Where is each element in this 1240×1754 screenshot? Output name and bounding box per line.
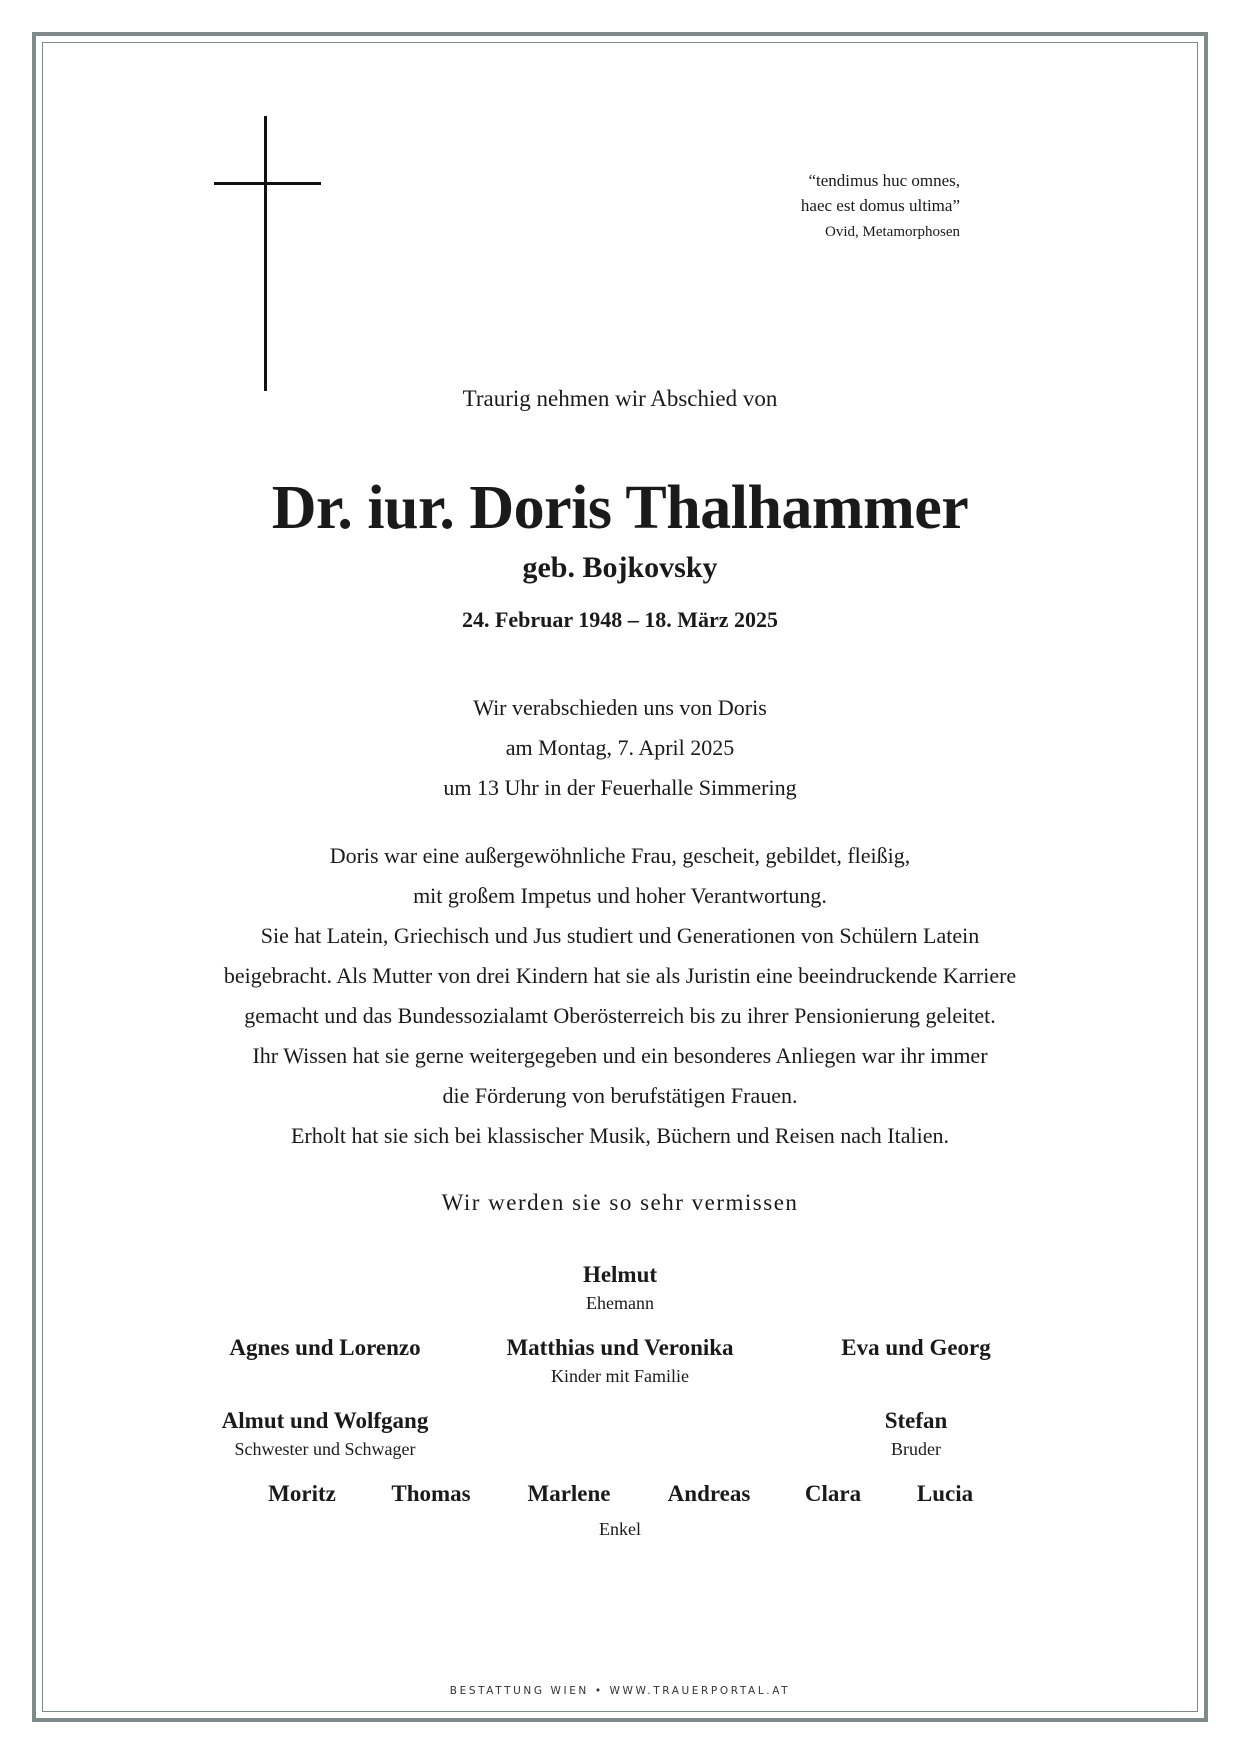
bio-line: gemacht und das Bundessozialamt Oberösterreich bis zu ihrer Pensionierung geleitet. xyxy=(244,1003,996,1028)
cross-horizontal-bar xyxy=(214,182,321,185)
mourner-sister xyxy=(222,1406,429,1462)
service-line: am Montag, 7. April 2025 xyxy=(505,735,735,760)
bio-line: Erholt hat sie sich bei klassischer Musik, Büchern und Reisen nach Italien. xyxy=(290,1123,949,1148)
bio-line: Sie hat Latein, Griechisch und Jus studiert und Generationen von Schülern Latein xyxy=(260,923,980,948)
mourner-husband xyxy=(583,1260,657,1316)
mourner-grandchild xyxy=(391,1479,470,1509)
mourner-child-family xyxy=(506,1333,733,1389)
mourner-name: Clara xyxy=(804,1481,862,1506)
mourner-grandchild xyxy=(805,1479,861,1509)
epigraph-quote xyxy=(801,168,960,245)
quote-line-1: “tendimus huc omnes, xyxy=(808,171,960,190)
mourner-name: Eva und Georg xyxy=(841,1335,991,1360)
mourner-role: Kinder mit Familie xyxy=(551,1366,689,1386)
mourner-name: Almut und Wolfgang xyxy=(221,1408,429,1433)
deceased-name: Dr. iur. Doris Thalhammer xyxy=(271,474,969,542)
mourner-name: Stefan xyxy=(884,1408,948,1433)
maiden-name: geb. Bojkovsky xyxy=(522,551,718,584)
bio-line: mit großem Impetus und hoher Verantwortung. xyxy=(413,883,827,908)
bio-line: Doris war eine außergewöhnliche Frau, gescheit, gebildet, fleißig, xyxy=(329,843,911,868)
mourner-grandchild xyxy=(268,1479,336,1509)
mourner-grandchild xyxy=(527,1479,610,1509)
quote-source: Ovid, Metamorphosen xyxy=(825,224,960,240)
bio-line: die Förderung von berufstätigen Frauen. xyxy=(442,1083,798,1108)
bio-line: Ihr Wissen hat sie gerne weitergegeben und ein besonderes Anliegen war ihr immer xyxy=(252,1043,988,1068)
mourner-name: Agnes und Lorenzo xyxy=(229,1335,421,1360)
mourner-brother xyxy=(885,1406,948,1462)
mourner-role: Schwester und Schwager xyxy=(234,1439,416,1459)
mourner-name: Marlene xyxy=(527,1481,611,1506)
mourner-role: Enkel xyxy=(599,1519,641,1539)
mourner-role: Ehemann xyxy=(586,1293,654,1313)
mourner-role: Bruder xyxy=(891,1439,941,1459)
biography xyxy=(0,836,1240,1156)
mourner-name: Thomas xyxy=(391,1481,471,1506)
mourner-child-family xyxy=(229,1333,420,1363)
intro-text: Traurig nehmen wir Abschied von xyxy=(462,386,778,411)
life-dates: 24. Februar 1948 – 18. März 2025 xyxy=(461,607,779,632)
mourner-child-family xyxy=(841,1333,991,1363)
quote-line-2: haec est domus ultima” xyxy=(800,196,960,215)
mourner-name: Helmut xyxy=(582,1262,658,1287)
service-info xyxy=(0,688,1240,808)
service-line: Wir verabschieden uns von Doris xyxy=(473,695,767,720)
mourner-grandchild xyxy=(668,1479,751,1509)
mourner-name: Moritz xyxy=(268,1481,336,1506)
mourner-name: Andreas xyxy=(667,1481,751,1506)
grandchildren-label xyxy=(599,1516,641,1542)
mourner-name: Matthias und Veronika xyxy=(506,1335,734,1360)
closing-line: Wir werden sie so sehr vermissen xyxy=(441,1190,799,1215)
mourner-grandchild xyxy=(917,1479,973,1509)
footer-credit: BESTATTUNG WIEN • WWW.TRAUERPORTAL.AT xyxy=(449,1685,791,1697)
mourner-name: Lucia xyxy=(916,1481,974,1506)
cross-vertical-bar xyxy=(264,116,267,391)
bio-line: beigebracht. Als Mutter von drei Kindern hat sie als Juristin eine beeindruckende Karriere xyxy=(223,963,1017,988)
service-line: um 13 Uhr in der Feuerhalle Simmering xyxy=(443,775,797,800)
